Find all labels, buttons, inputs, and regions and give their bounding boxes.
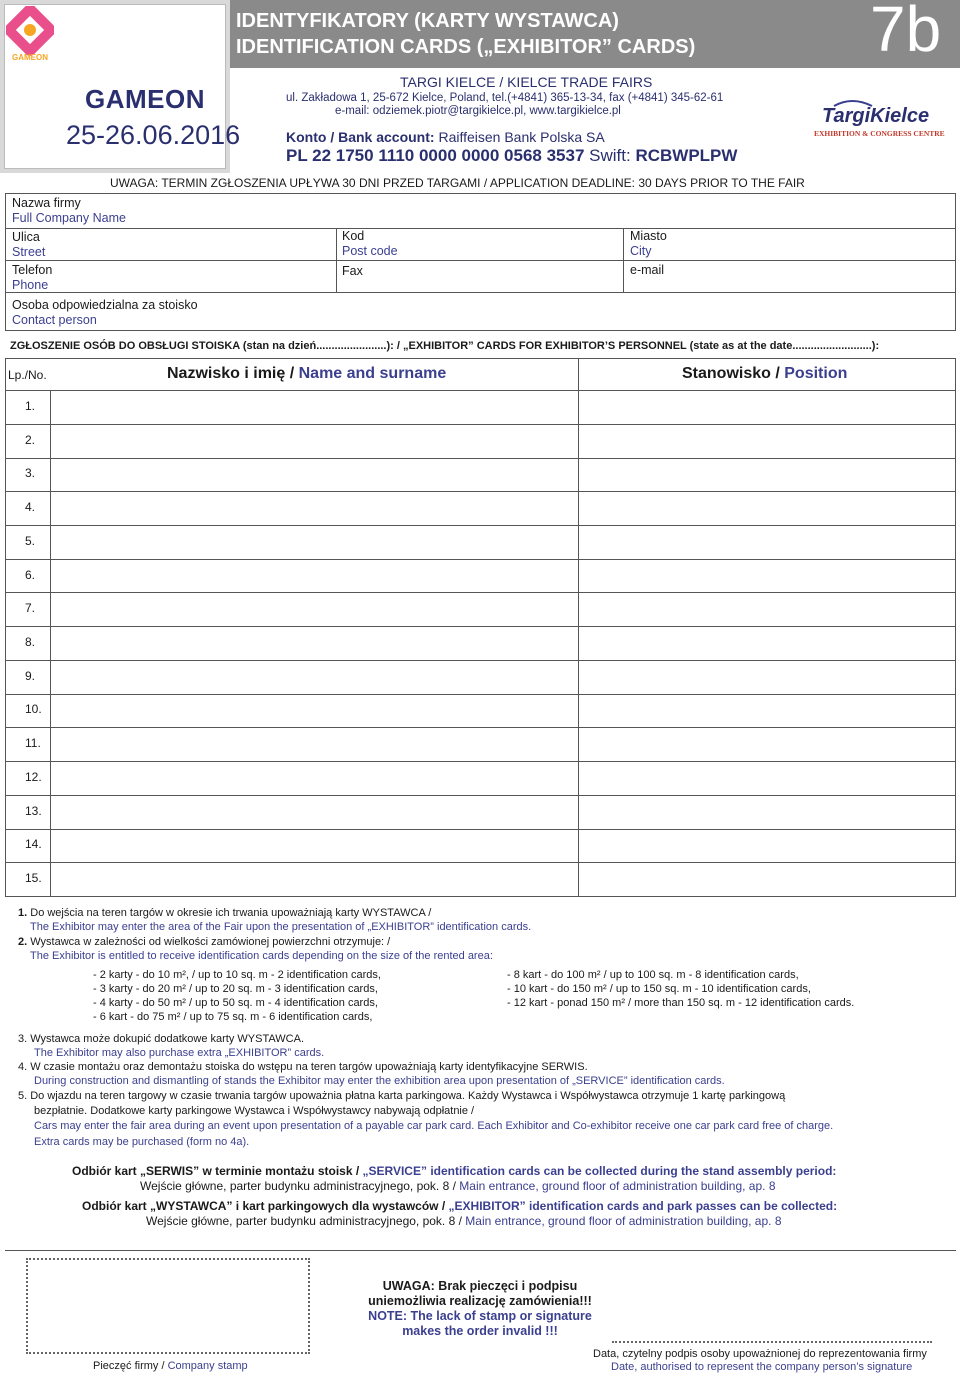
row-number: 9. — [25, 668, 36, 683]
email-field[interactable]: e-mail — [630, 263, 665, 277]
table-row[interactable] — [5, 625, 956, 659]
note-4-en: During construction and dismantling of stands the Exhibitor may enter the exhibition area upon presentation of „SERVICE” identification cards. — [34, 1075, 725, 1087]
company-stamp-label: Pieczęć firmy / Company stamp — [93, 1360, 248, 1372]
organizer: TARGI KIELCE / KIELCE TRADE FAIRS — [400, 74, 653, 90]
serwis-pickup: Odbiór kart „SERWIS” w terminie montażu stoisk / „SERVICE” identification cards can be collected during the stand assembly period: — [72, 1164, 837, 1178]
table-row[interactable] — [5, 524, 956, 558]
row-number: 8. — [25, 634, 36, 649]
row-number: 11. — [25, 736, 41, 751]
row-number: 15. — [25, 871, 42, 886]
event-name: GAMEON — [85, 84, 205, 114]
phone-field[interactable]: Telefon Phone — [12, 263, 53, 292]
contact-person-field[interactable]: Osoba odpowiedzialna za stoisko Contact person — [12, 298, 198, 327]
note-3: 3. Wystawca może dokupić dodatkowe karty WYSTAWCA. — [18, 1033, 304, 1045]
table-row[interactable] — [5, 423, 956, 457]
note-1-en: The Exhibitor may enter the area of the Fair upon the presentation of „EXHIBITOR” identification cards. — [30, 921, 532, 933]
exhibitor-pickup: Odbiór kart „WYSTAWCA” i kart parkingowych dla wystawców / „EXHIBITOR” identification cards and park passes can be collected: — [82, 1199, 838, 1213]
iban-line — [286, 146, 737, 166]
signature-label: Data, czytelny podpis osoby upoważnionej do reprezentowania firmy Date, authorised to represent the company person’s signature — [593, 1348, 927, 1373]
address-line: ul. Zakładowa 1, 25-672 Kielce, Poland, tel.(+4841) 365-13-34, fax (+4841) 345-62-61 — [286, 92, 724, 104]
logo-text: GAMEON — [12, 53, 48, 62]
table-row[interactable] — [5, 591, 956, 625]
event-dates: 25-26.06.2016 — [66, 120, 241, 150]
row-number: 2. — [25, 432, 36, 447]
table-row[interactable] — [5, 490, 956, 524]
street-field[interactable]: Ulica Street — [12, 230, 46, 259]
row-number: 10. — [25, 702, 42, 717]
city-field[interactable]: Miasto City — [630, 229, 667, 258]
form-number: 7b — [870, 0, 942, 65]
note-5: 5. Do wjazdu na teren targowy w czasie trwania targów upoważnia płatna karta parkingowa. Każdy Wystawca i Współwystawca otrzymuje 1 kartę parkingową — [18, 1090, 786, 1102]
row-number: 6. — [25, 567, 36, 582]
note-5-en-cont: Extra cards may be purchased (form no 4a). — [34, 1136, 250, 1148]
table-row[interactable] — [5, 794, 956, 828]
company-stamp-area[interactable] — [26, 1258, 310, 1354]
row-number: 1. — [25, 398, 36, 413]
note-2: 2. Wystawca w zależności od wielkości zamówionej powierzchni otrzymuje: / — [18, 936, 391, 948]
personnel-heading: ZGŁOSZENIE OSÓB DO OBSŁUGI STOISKA (stan na dzień.......................): / „EXHIBITOR” CARDS FOR EXHIBITOR’S PERSONNEL (state as at the date..........................): — [10, 340, 880, 352]
table-row[interactable] — [5, 558, 956, 592]
row-number: 12. — [25, 769, 42, 784]
note-3-en: The Exhibitor may also purchase extra „EXHIBITOR” cards. — [34, 1047, 325, 1059]
bank-name: Raiffeisen Bank Polska SA — [438, 129, 605, 145]
row-number: 4. — [25, 500, 36, 515]
table-row[interactable] — [5, 457, 956, 491]
table-row[interactable] — [5, 726, 956, 760]
title-en: IDENTIFICATION CARDS („EXHIBITOR” CARDS) — [236, 36, 696, 58]
note-4: 4. W czasie montażu oraz demontażu stoiska do wstępu na teren targów upoważniają karty identyfikacyjne SERWIS. — [18, 1061, 588, 1073]
note-1: 1. Do wejścia na teren targów w okresie ich trwania upoważniają karty WYSTAWCA / — [18, 907, 432, 919]
fax-field[interactable]: Fax — [342, 264, 363, 278]
table-row[interactable] — [5, 389, 956, 423]
table-row[interactable] — [5, 861, 956, 895]
note-5-cont: bezpłatnie. Dodatkowe karty parkingowe Wystawca i Współwystawcy nabywają odpłatnie / — [34, 1105, 475, 1117]
cards-left-list: - 2 karty - do 10 m², / up to 10 sq. m - 2 identification cards, - 3 karty - do 20 m² / up to 20 sq. m - 3 identification cards, - 4 karty - do 50 m² / up to 50 sq. m - 4 identification cards, - 6 kart - do 75 m² / up to 75 sq. m - 6 identification cards, — [93, 969, 381, 1023]
col-header-name: Nazwisko i imię / Name and surname — [167, 365, 447, 382]
table-row[interactable] — [5, 659, 956, 693]
email-line: e-mail: odziemek.piotr@targikielce.pl, www.targikielce.pl — [335, 105, 621, 117]
row-number: 3. — [25, 466, 36, 481]
tk-logo-main: TargiKielce — [822, 105, 930, 127]
col-header-position: Stanowisko / Position — [682, 365, 848, 382]
footer-divider — [5, 1250, 956, 1251]
row-number: 14. — [25, 837, 42, 852]
signature-line[interactable] — [612, 1341, 932, 1343]
gameon-logo — [6, 6, 54, 62]
targi-kielce-logo — [812, 96, 952, 142]
serwis-location: Wejście główne, parter budynku administracyjnego, pok. 8 / Main entrance, ground floor of administration building, ap. 8 — [140, 1179, 776, 1193]
company-name-field[interactable]: Nazwa firmy Full Company Name — [12, 196, 126, 225]
bank-account — [286, 129, 605, 145]
application-deadline: UWAGA: TERMIN ZGŁOSZENIA UPŁYWA 30 DNI PRZED TARGAMI / APPLICATION DEADLINE: 30 DAYS PRIOR TO THE FAIR — [110, 176, 805, 190]
row-number: 5. — [25, 533, 36, 548]
iban: PL 22 1750 1110 0000 0000 0568 3537 — [286, 146, 585, 165]
tk-logo-sub: EXHIBITION & CONGRESS CENTRE — [814, 129, 945, 138]
row-number: 7. — [25, 601, 36, 616]
note-2-en: The Exhibitor is entitled to receive identification cards depending on the size of the rented area: — [30, 950, 493, 962]
title-pl: IDENTYFIKATORY (KARTY WYSTAWCA) — [236, 10, 619, 32]
bank-label: Konto / Bank account: — [286, 129, 435, 145]
swift-code: RCBWPLPW — [635, 146, 738, 165]
exhibitor-location: Wejście główne, parter budynku administracyjnego, pok. 8 / Main entrance, ground floor of administration building, ap. 8 — [146, 1214, 782, 1228]
col-header-no: Lp./No. — [8, 368, 47, 382]
row-number: 13. — [25, 803, 42, 818]
table-row[interactable] — [5, 828, 956, 862]
post-code-field[interactable]: Kod Post code — [342, 229, 398, 258]
cards-right-list: - 8 kart - do 100 m² / up to 100 sq. m - 8 identification cards, - 10 kart - do 150 m² / up to 150 sq. m - 10 identification cards, - 12 kart - ponad 150 m² / more than 150 sq. m - 12 identification cards. — [507, 969, 855, 1009]
note-5-en: Cars may enter the fair area during an event upon presentation of a payable car park card. Each Exhibitor and Co-exhibitor receive one car park card free of charge. — [34, 1120, 834, 1132]
table-row[interactable] — [5, 693, 956, 727]
swift-label: Swift: — [589, 146, 631, 165]
table-row[interactable] — [5, 760, 956, 794]
stamp-warning: UWAGA: Brak pieczęci i podpisu uniemożliwia realizację zamówienia!!! NOTE: The lack of stamp or signature makes the order invalid !!! — [368, 1279, 592, 1338]
